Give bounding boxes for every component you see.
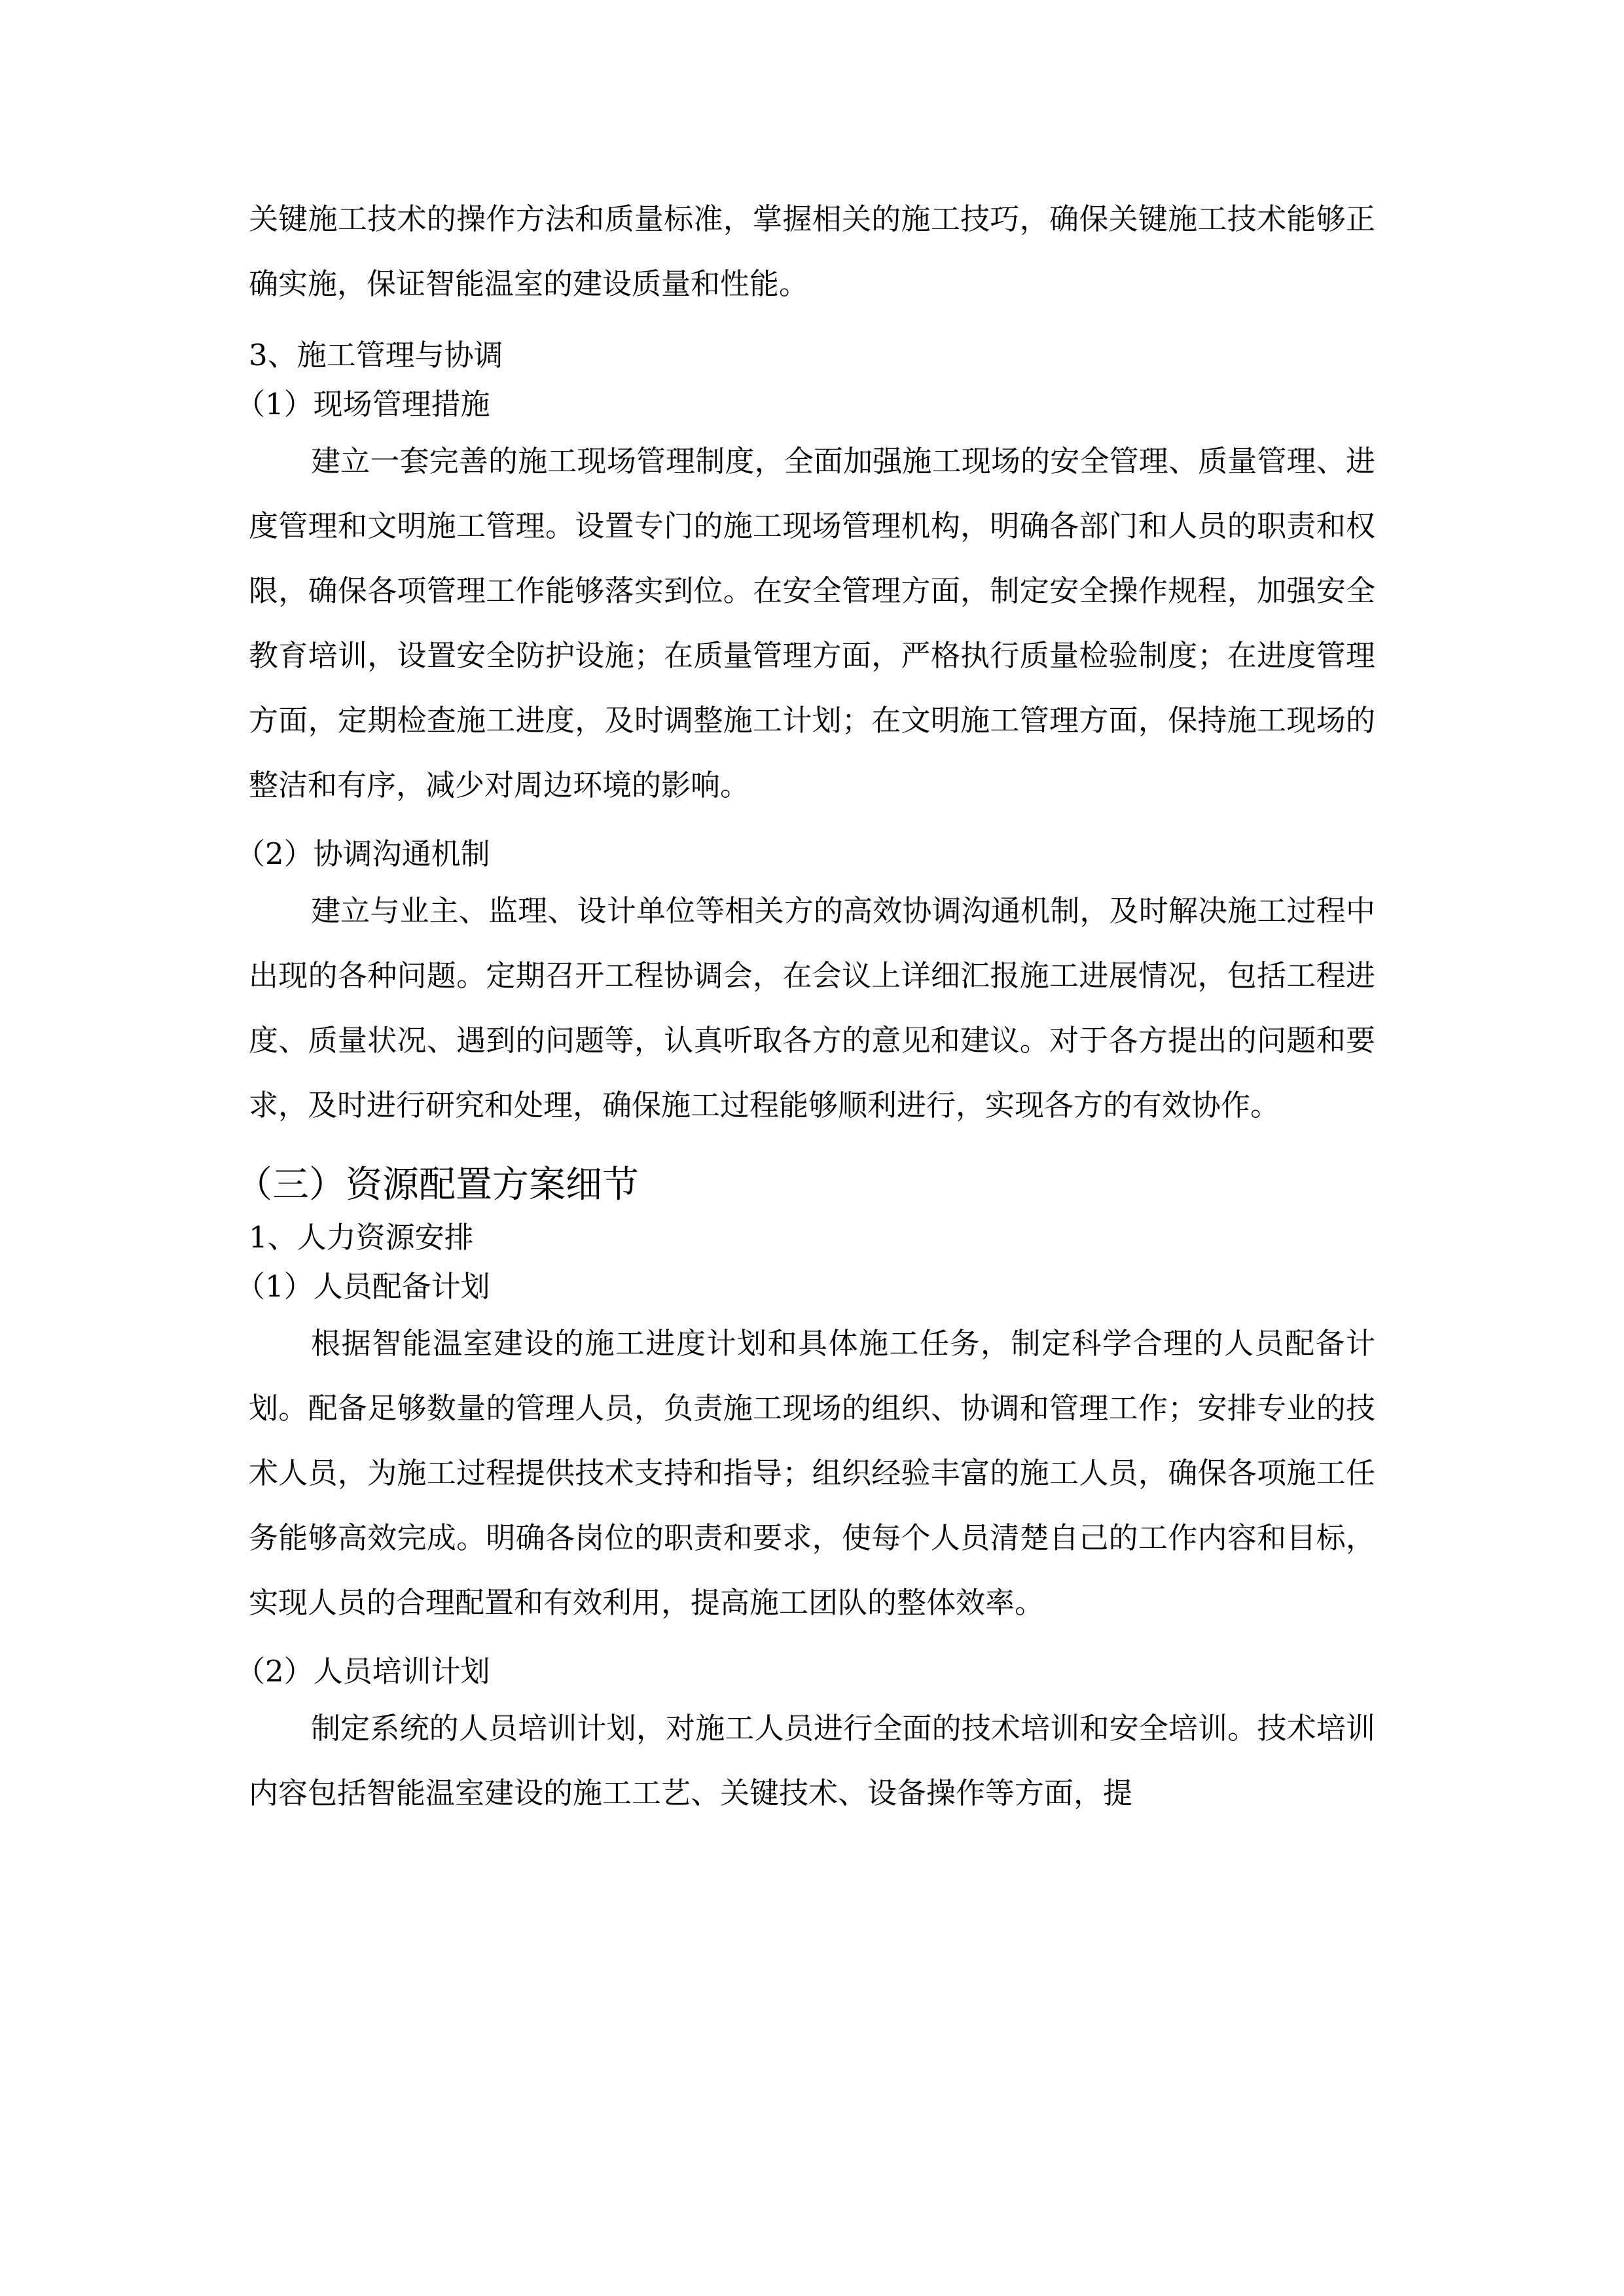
paragraph-training-plan: 制定系统的人员培训计划，对施工人员进行全面的技术培训和安全培训。技术培训内容包括智能温室建设的施工工艺、关键技术、设备操作等方面，提 [249, 1711, 1375, 1810]
subheading-site-management: （1）现场管理措施 [236, 387, 490, 422]
section-resource-allocation: （三）资源配置方案细节 [236, 1164, 639, 1206]
paragraph-site-management: 建立一套完善的施工现场管理制度，全面加强施工现场的安全管理、质量管理、进度管理和文明施工管理。设置专门的施工现场管理机构，明确各部门和人员的职责和权限，确保各项管理工作能够落实到位。在安全管理方面，制定安全操作规程，加强安全教育培训，设置安全防护设施；在质量管理方面，严格执行质量检验制度；在进度管理方面，定期检查施工进度，及时调整施工计划；在文明施工管理方面，保持施工现场的整洁和有序，减少对周边环境的影响。 [249, 444, 1375, 802]
paragraph-continuation: 关键施工技术的操作方法和质量标准，掌握相关的施工技巧，确保关键施工技术能够正确实施，保证智能温室的建设质量和性能。 [249, 202, 1375, 301]
subheading-coordination: （2）协调沟通机制 [236, 836, 490, 871]
subheading-staffing-plan: （1）人员配备计划 [236, 1269, 490, 1304]
heading-construction-management: 3、施工管理与协调 [249, 338, 503, 372]
paragraph-staffing-plan: 根据智能温室建设的施工进度计划和具体施工任务，制定科学合理的人员配备计划。配备足够数量的管理人员，负责施工现场的组织、协调和管理工作；安排专业的技术人员，为施工过程提供技术支持和指导；组织经验丰富的施工人员，确保各项施工任务能够高效完成。明确各岗位的职责和要求，使每个人员清楚自己的工作内容和目标，实现人员的合理配置和有效利用，提高施工团队的整体效率。 [249, 1326, 1375, 1620]
subheading-training-plan: （2）人员培训计划 [236, 1654, 490, 1689]
paragraph-coordination: 建立与业主、监理、设计单位等相关方的高效协调沟通机制，及时解决施工过程中出现的各种问题。定期召开工程协调会，在会议上详细汇报施工进展情况，包括工程进度、质量状况、遇到的问题等，认真听取各方的意见和建议。对于各方提出的问题和要求，及时进行研究和处理，确保施工过程能够顺利进行，实现各方的有效协作。 [249, 893, 1375, 1122]
heading-human-resources: 1、人力资源安排 [249, 1220, 474, 1255]
